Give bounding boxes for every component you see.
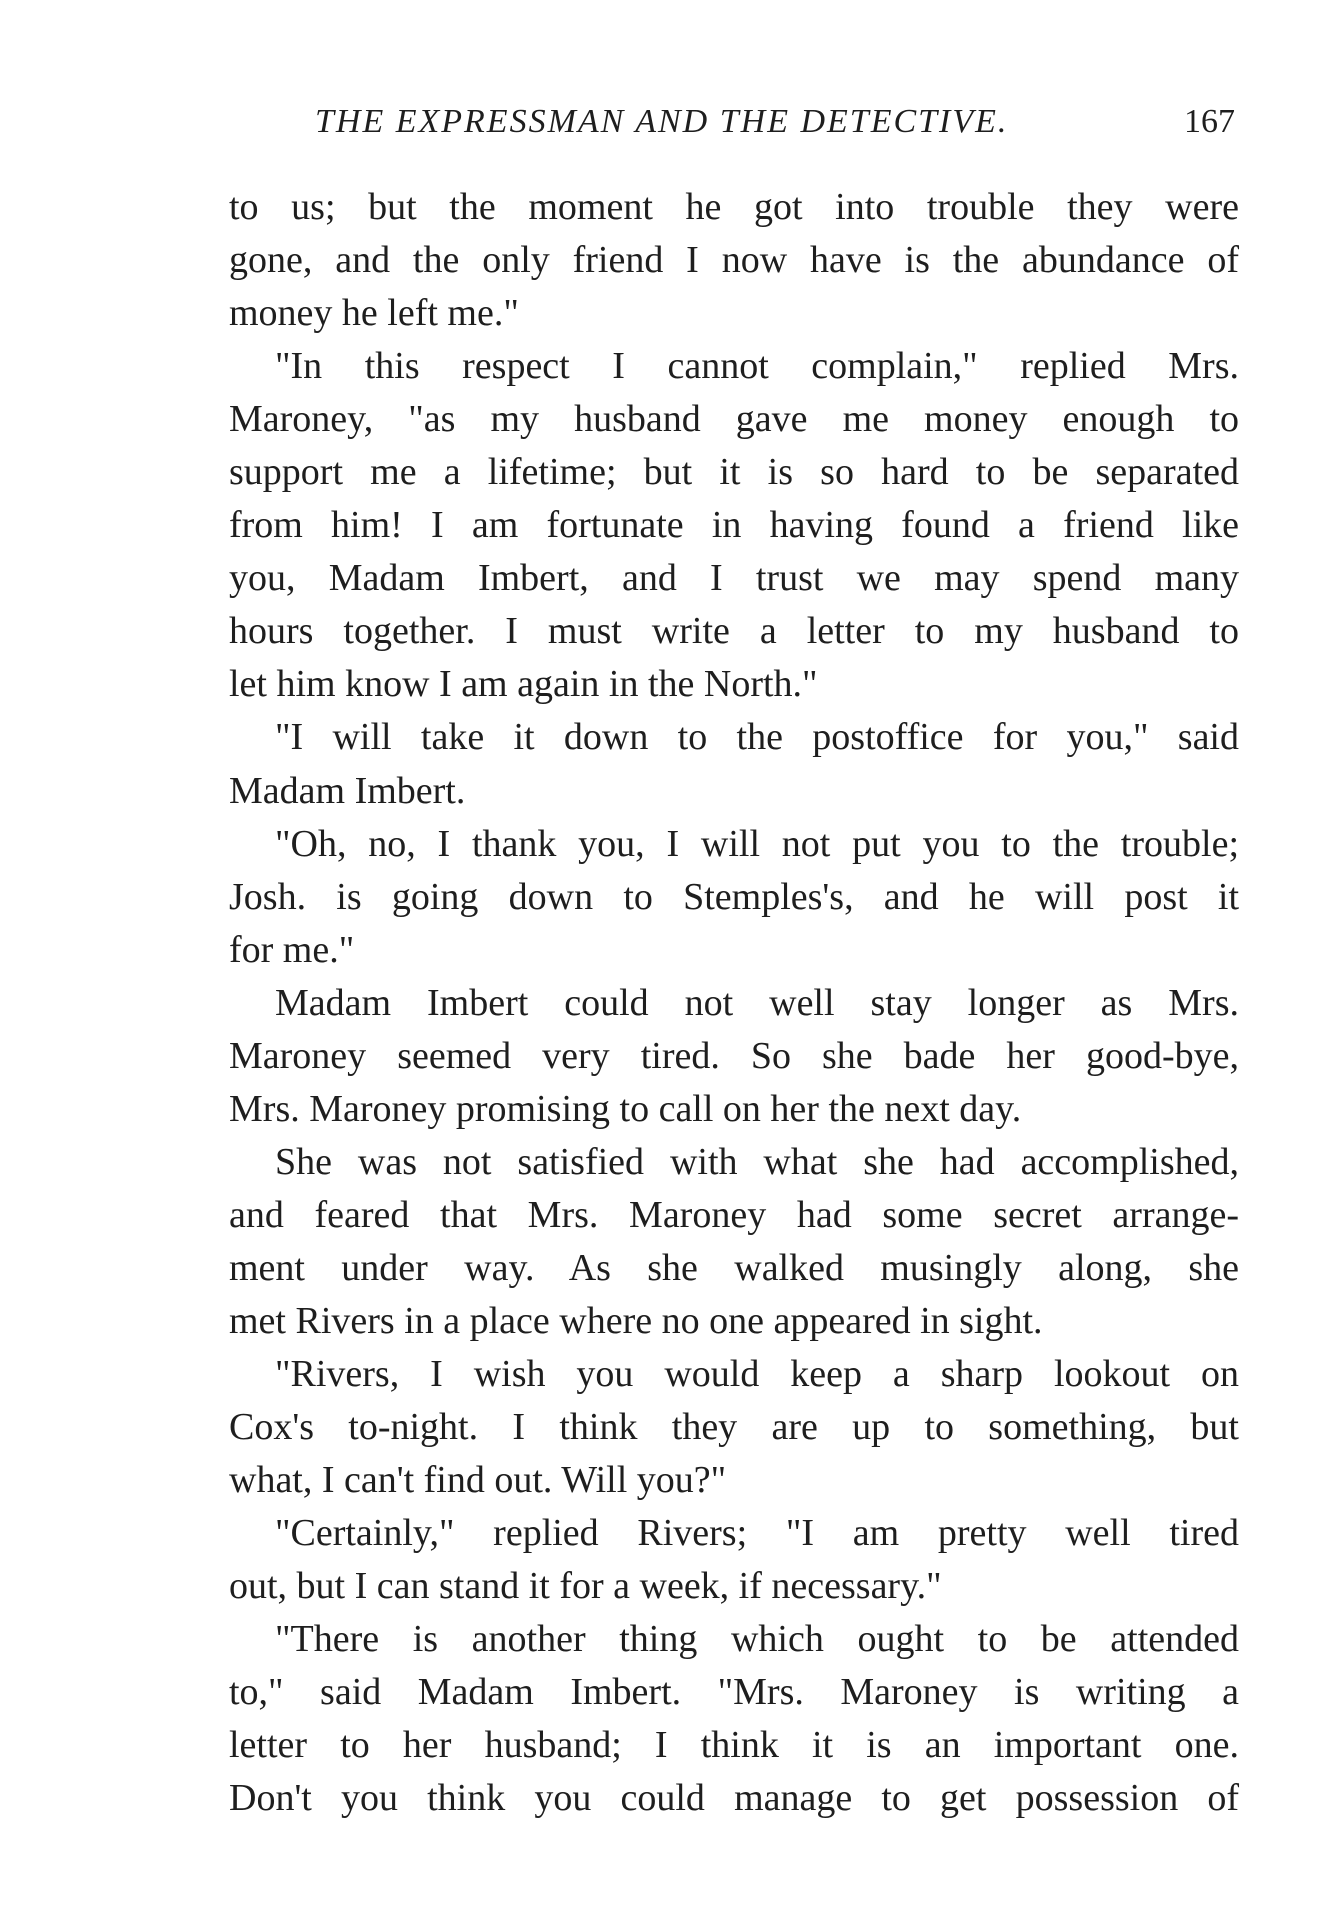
text-line: Maroney, "as my husband gave me money enough to	[229, 398, 1239, 441]
text-line: "In this respect I cannot complain," replied Mrs.	[275, 345, 1239, 388]
text-line: what, I can't find out. Will you?"	[229, 1459, 727, 1502]
text-line: "Certainly," replied Rivers; "I am pretty well tired	[275, 1512, 1239, 1555]
running-title: THE EXPRESSMAN AND THE DETECTIVE.	[315, 103, 1009, 140]
text-line: "I will take it down to the postoffice for you," said	[275, 716, 1239, 759]
text-line: Don't you think you could manage to get possession of	[229, 1777, 1239, 1820]
text-line: Josh. is going down to Stemples's, and he will post it	[229, 875, 1239, 918]
text-line: met Rivers in a place where no one appeared in sight.	[229, 1299, 1043, 1342]
text-line: "There is another thing which ought to be attended	[275, 1618, 1239, 1661]
text-line: Madam Imbert could not well stay longer as Mrs.	[275, 981, 1239, 1024]
text-line: letter to her husband; I think it is an important one.	[229, 1724, 1239, 1767]
text-line: and feared that Mrs. Maroney had some secret arrange-	[229, 1193, 1239, 1236]
running-header	[315, 102, 1235, 142]
text-line: She was not satisfied with what she had accomplished,	[275, 1140, 1239, 1183]
text-line: from him! I am fortunate in having found a friend like	[229, 504, 1239, 547]
text-line: let him know I am again in the North."	[229, 663, 818, 706]
text-line: out, but I can stand it for a week, if necessary."	[229, 1565, 942, 1608]
text-line: to us; but the moment he got into trouble they were	[229, 186, 1239, 228]
text-line: "Rivers, I wish you would keep a sharp lookout on	[275, 1353, 1239, 1396]
text-line: gone, and the only friend I now have is the abundance of	[229, 239, 1239, 282]
text-line: for me."	[229, 928, 355, 971]
page-number: 167	[1184, 103, 1235, 140]
text-line: hours together. I must write a letter to my husband to	[229, 610, 1239, 653]
text-line: to," said Madam Imbert. "Mrs. Maroney is writing a	[229, 1671, 1239, 1714]
text-line: ment under way. As she walked musingly along, she	[229, 1246, 1239, 1289]
text-line: you, Madam Imbert, and I trust we may spend many	[229, 557, 1239, 600]
text-line: Maroney seemed very tired. So she bade her good-bye,	[229, 1034, 1239, 1077]
text-line: support me a lifetime; but it is so hard to be separated	[229, 451, 1239, 494]
text-line: "Oh, no, I thank you, I will not put you to the trouble;	[275, 822, 1239, 865]
text-line: Cox's to-night. I think they are up to something, but	[229, 1406, 1239, 1449]
text-line: Madam Imbert.	[229, 769, 466, 812]
text-line: money he left me."	[229, 292, 519, 335]
text-line: Mrs. Maroney promising to call on her the next day.	[229, 1087, 1022, 1130]
body-text	[229, 181, 1239, 1825]
